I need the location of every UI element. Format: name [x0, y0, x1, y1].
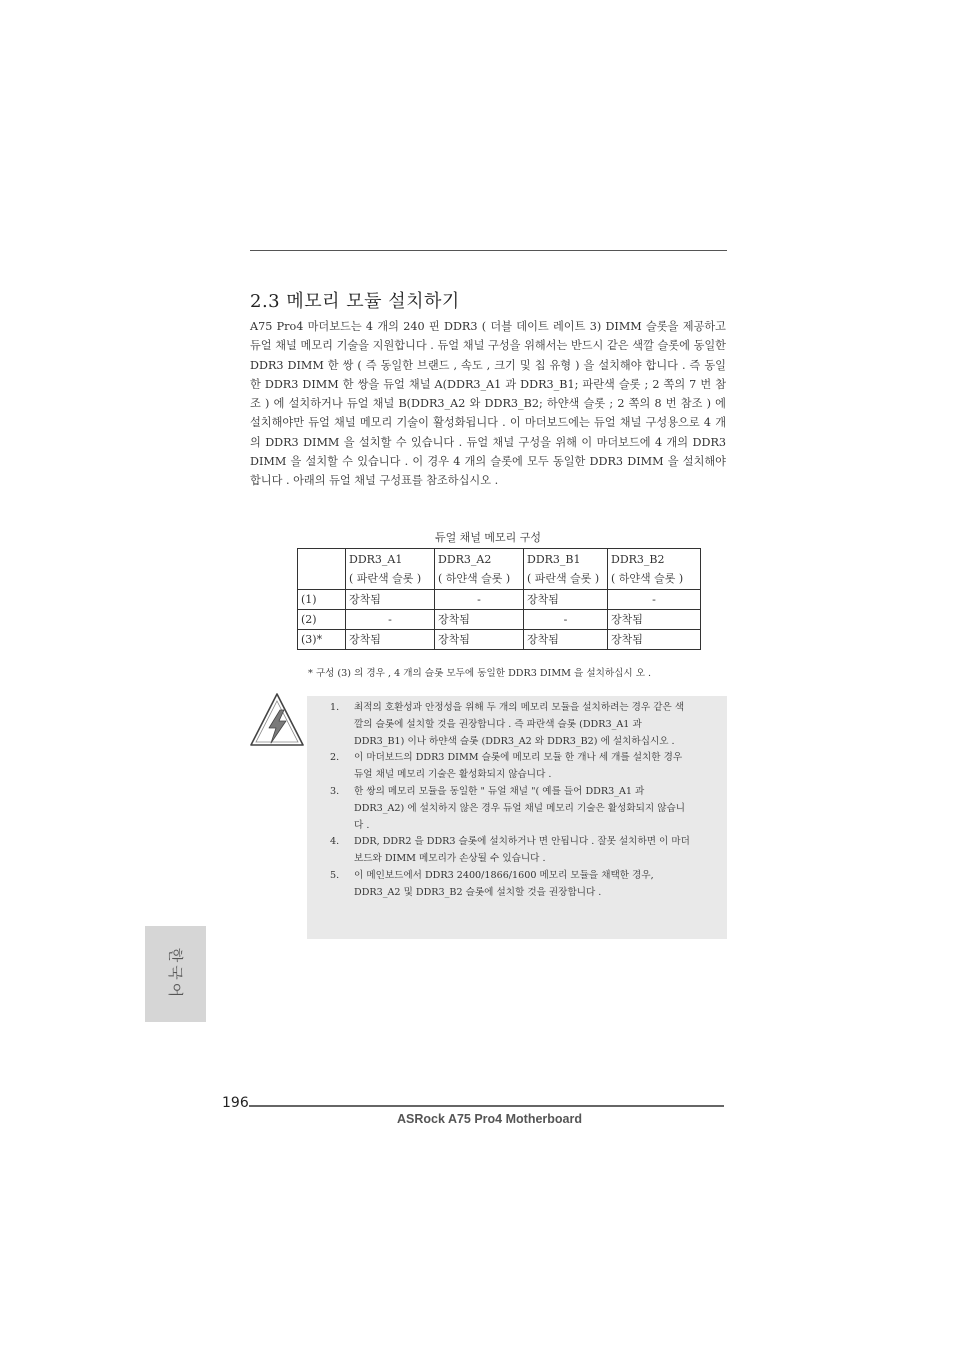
- footer-title: ASRock A75 Pro4 Motherboard: [397, 1112, 582, 1126]
- list-item: 2. 이 마더보드의 DDR3 DIMM 슬롯에 메모리 모듈 한 개나 세 개를 설치한 경우 듀얼 채널 메모리 기술은 활성화되지 않습니다 .: [330, 752, 683, 781]
- table-cell: -: [524, 610, 608, 630]
- table-corner-cell: [298, 549, 346, 590]
- table-cell: 장착됨: [346, 590, 435, 610]
- language-label: 한국어: [166, 947, 184, 1001]
- table-header-cell: DDR3_B2 ( 하얀색 슬롯 ): [608, 549, 701, 590]
- note-list: [330, 700, 690, 902]
- table-row: [298, 590, 701, 610]
- list-item: 3. 한 쌍의 메모리 모듈을 동일한 " 듀얼 채널 "( 예를 들어 DDR3_A1 과 DDR3_A2) 에 설치하지 않은 경우 듀얼 채널 메모리 기술은 활성화되지 않습니다 .: [330, 785, 686, 831]
- bottom-rule: [249, 1105, 724, 1107]
- table-cell: 장착됨: [524, 590, 608, 610]
- table-cell: 장착됨: [608, 610, 701, 630]
- table-header-cell: DDR3_A1 ( 파란색 슬롯 ): [346, 549, 435, 590]
- table-cell: 장착됨: [435, 610, 524, 630]
- top-rule: [250, 250, 727, 251]
- table-header-row: [298, 549, 701, 590]
- row-label: (3)*: [298, 630, 346, 650]
- table-header-cell: DDR3_B1 ( 파란색 슬롯 ): [524, 549, 608, 590]
- list-item: 5. 이 메인보드에서 DDR3 2400/1866/1600 메모리 모듈을 채택한 경우, DDR3_A2 및 DDR3_B2 슬롯에 설치할 것을 권장합니다 .: [330, 869, 654, 898]
- intro-paragraph: A75 Pro4 마더보드는 4 개의 240 핀 DDR3 ( 더블 데이트 레이트 3) DIMM 슬롯을 제공하고 듀얼 채널 메모리 기술을 지원합니다 . 듀얼 채널 구성을 위해서는 반드시 같은 색깔 슬롯에 동일한 DDR3 DIMM 한 쌍 ( 즉 동일한 브랜드 , 속도 , 크기 및 칩 유형 ) 을 설치해야 합니다 . 즉 동일한 DDR3 DIMM 한 쌍을 듀얼 채널 A(DDR3_A1 과 DDR3_B1; 파란색 슬롯 ; 2 쪽의 7 번 참조 ) 에 설치하거나 듀얼 채널 B(DDR3_A2 와 DDR3_B2; 하얀색 슬롯 ; 2 쪽의 8 번 참조 ) 에 설치해야만 듀얼 채널 메모리 기술이 활성화됩니다 . 이 마더보드에는 듀얼 채널 구성용으로 4 개의 DDR3 DIMM 을 설치할 수 있습니다 . 듀얼 채널 구성을 위해 이 마더보드에 4 개의 DDR3 DIMM 을 설치할 수 있습니다 . 이 경우 4 개의 슬롯에 모두 동일한 DDR3 DIMM 을 설치해야 합니다 . 아래의 듀얼 채널 구성표를 참조하십시오 .: [250, 320, 726, 488]
- table-cell: 장착됨: [524, 630, 608, 650]
- row-label: (1): [298, 590, 346, 610]
- table-row: [298, 630, 701, 650]
- table-header-cell: DDR3_A2 ( 하얀색 슬롯 ): [435, 549, 524, 590]
- table-cell: 장착됨: [346, 630, 435, 650]
- table-footnote: * 구성 (3) 의 경우 , 4 개의 슬롯 모두에 동일한 DDR3 DIMM 을 설치하십시 오 .: [308, 668, 652, 679]
- list-item: 4. DDR, DDR2 을 DDR3 슬롯에 설치하거나 면 안됩니다 . 잘못 설치하면 이 마더보드와 DIMM 메모리가 손상될 수 있습니다 .: [330, 836, 690, 865]
- table-cell: -: [435, 590, 524, 610]
- table-cell: 장착됨: [608, 630, 701, 650]
- table-cell: 장착됨: [435, 630, 524, 650]
- dual-channel-table: [297, 548, 701, 650]
- table-cell: -: [608, 590, 701, 610]
- table-cell: -: [346, 610, 435, 630]
- page-number: 196: [222, 1095, 249, 1111]
- table-caption: 듀얼 채널 메모리 구성: [434, 531, 542, 544]
- language-side-tab: [145, 926, 206, 1022]
- list-item: 1. 최적의 호환성과 안정성을 위해 두 개의 메모리 모듈을 설치하려는 경우 같은 색깔의 슬롯에 설치할 것을 권장합니다 . 즉 파란색 슬롯 (DDR3_A1 과 DDR3_B1) 이나 하얀색 슬롯 (DDR3_A2 와 DDR3_B2) 에 설치하십시오 .: [330, 702, 685, 747]
- section-title: 2.3 메모리 모듈 설치하기: [250, 291, 460, 312]
- row-label: (2): [298, 610, 346, 630]
- warning-icon: [249, 691, 306, 749]
- table-row: [298, 610, 701, 630]
